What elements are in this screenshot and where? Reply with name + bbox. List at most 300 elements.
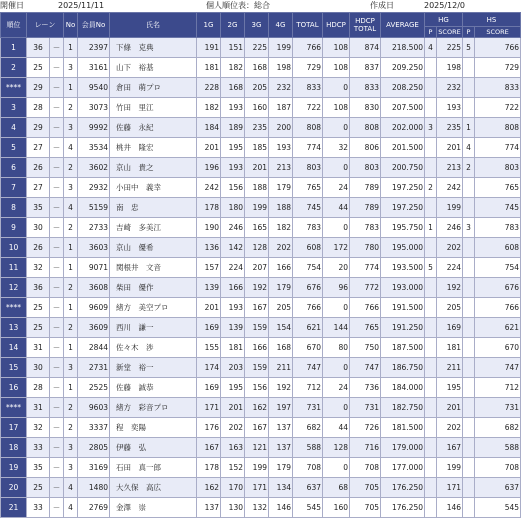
cell-rank: **** bbox=[1, 398, 27, 418]
cell-average: 202.000 bbox=[381, 118, 425, 138]
cell-game-4: 137 bbox=[269, 438, 293, 458]
cell-lane: 27 bbox=[27, 178, 50, 198]
cell-hdcp-total: 789 bbox=[350, 198, 381, 218]
cell-no: 2 bbox=[64, 398, 78, 418]
cell-rank: 14 bbox=[1, 338, 27, 358]
table-row bbox=[1, 418, 521, 438]
cell-hdcp: 128 bbox=[323, 438, 350, 458]
cell-member-no: 2397 bbox=[78, 38, 110, 58]
cell-game-3: 199 bbox=[245, 198, 269, 218]
cell-hdcp: 0 bbox=[323, 158, 350, 178]
cell-hdcp: 24 bbox=[323, 378, 350, 398]
cell-rank: 9 bbox=[1, 218, 27, 238]
cell-member-no: 3169 bbox=[78, 458, 110, 478]
cell-average: 197.250 bbox=[381, 198, 425, 218]
cell-game-1: 176 bbox=[197, 418, 221, 438]
cell-rank: 10 bbox=[1, 238, 27, 258]
cell-game-3: 165 bbox=[245, 218, 269, 238]
cell-no: 1 bbox=[64, 78, 78, 98]
col-no: No bbox=[64, 13, 78, 38]
cell-hs-place: 4 bbox=[463, 138, 475, 158]
cell-total: 808 bbox=[293, 118, 323, 138]
cell-hdcp: 144 bbox=[323, 318, 350, 338]
cell-name: 京山 貴之 bbox=[110, 158, 197, 178]
cell-hs-score: 676 bbox=[475, 278, 521, 298]
cell-total: 722 bbox=[293, 98, 323, 118]
cell-hs-place bbox=[463, 58, 475, 78]
cell-member-no: 3073 bbox=[78, 98, 110, 118]
cell-game-1: 139 bbox=[197, 278, 221, 298]
cell-name: 小田中 義幸 bbox=[110, 178, 197, 198]
cell-rank: 5 bbox=[1, 138, 27, 158]
cell-hg-score: 242 bbox=[437, 178, 463, 198]
cell-average: 197.250 bbox=[381, 178, 425, 198]
cell-hg-place bbox=[425, 238, 437, 258]
cell-lane: 30 bbox=[27, 218, 50, 238]
cell-game-1: 178 bbox=[197, 458, 221, 478]
cell-total: 803 bbox=[293, 158, 323, 178]
cell-no: 1 bbox=[64, 378, 78, 398]
cell-hg-place bbox=[425, 158, 437, 178]
cell-hs-score: 745 bbox=[475, 198, 521, 218]
cell-hdcp-total: 808 bbox=[350, 118, 381, 138]
cell-hdcp: 0 bbox=[323, 118, 350, 138]
cell-rank: 8 bbox=[1, 198, 27, 218]
cell-average: 193.500 bbox=[381, 258, 425, 278]
cell-game-2: 224 bbox=[221, 258, 245, 278]
cell-hs-score: 766 bbox=[475, 38, 521, 58]
table-row bbox=[1, 398, 521, 418]
cell-hg-place: 1 bbox=[425, 218, 437, 238]
cell-game-1: 242 bbox=[197, 178, 221, 198]
cell-game-3: 168 bbox=[245, 58, 269, 78]
cell-hg-place: 5 bbox=[425, 258, 437, 278]
cell-game-2: 189 bbox=[221, 118, 245, 138]
col-hg-place: P bbox=[425, 27, 437, 38]
col-game-4: 4G bbox=[269, 13, 293, 38]
cell-game-1: 181 bbox=[197, 58, 221, 78]
cell-member-no: 3608 bbox=[78, 278, 110, 298]
cell-hdcp-total: 837 bbox=[350, 58, 381, 78]
cell-no: 3 bbox=[64, 118, 78, 138]
cell-no: 1 bbox=[64, 338, 78, 358]
event-date-label: 開催日 bbox=[0, 1, 24, 10]
table-row bbox=[1, 478, 521, 498]
cell-name: 竹田 里江 bbox=[110, 98, 197, 118]
cell-hg-score: 224 bbox=[437, 258, 463, 278]
cell-hs-score: 729 bbox=[475, 58, 521, 78]
cell-rank: 12 bbox=[1, 278, 27, 298]
table-body bbox=[1, 38, 521, 518]
cell-hdcp-total: 772 bbox=[350, 278, 381, 298]
cell-total: 670 bbox=[293, 338, 323, 358]
cell-average: 176.250 bbox=[381, 498, 425, 518]
cell-lane: 25 bbox=[27, 478, 50, 498]
cell-lane-separator: － bbox=[50, 198, 64, 218]
cell-game-3: 205 bbox=[245, 78, 269, 98]
cell-total: 545 bbox=[293, 498, 323, 518]
cell-game-2: 168 bbox=[221, 78, 245, 98]
cell-lane: 25 bbox=[27, 298, 50, 318]
cell-game-3: 171 bbox=[245, 478, 269, 498]
cell-game-4: 202 bbox=[269, 238, 293, 258]
cell-hg-score: 169 bbox=[437, 318, 463, 338]
cell-hg-place bbox=[425, 58, 437, 78]
cell-member-no: 9609 bbox=[78, 298, 110, 318]
cell-game-2: 203 bbox=[221, 358, 245, 378]
cell-average: 176.250 bbox=[381, 478, 425, 498]
cell-hdcp: 32 bbox=[323, 138, 350, 158]
cell-lane-separator: － bbox=[50, 98, 64, 118]
cell-no: 3 bbox=[64, 358, 78, 378]
cell-hg-place bbox=[425, 298, 437, 318]
cell-game-1: 155 bbox=[197, 338, 221, 358]
cell-average: 181.500 bbox=[381, 418, 425, 438]
cell-member-no: 3603 bbox=[78, 238, 110, 258]
cell-rank: 1 bbox=[1, 38, 27, 58]
cell-no: 1 bbox=[64, 258, 78, 278]
cell-lane-separator: － bbox=[50, 158, 64, 178]
cell-game-2: 180 bbox=[221, 198, 245, 218]
cell-average: 208.250 bbox=[381, 78, 425, 98]
cell-hg-place bbox=[425, 98, 437, 118]
cell-no: 4 bbox=[64, 198, 78, 218]
cell-member-no: 9603 bbox=[78, 398, 110, 418]
cell-game-1: 169 bbox=[197, 378, 221, 398]
table-row bbox=[1, 58, 521, 78]
cell-game-2: 163 bbox=[221, 438, 245, 458]
cell-game-4: 211 bbox=[269, 358, 293, 378]
table-row bbox=[1, 458, 521, 478]
cell-hs-place bbox=[463, 78, 475, 98]
table-row bbox=[1, 278, 521, 298]
cell-lane-separator: － bbox=[50, 398, 64, 418]
cell-member-no: 2733 bbox=[78, 218, 110, 238]
cell-hs-place bbox=[463, 318, 475, 338]
cell-name: 下條 克典 bbox=[110, 38, 197, 58]
cell-hdcp-total: 833 bbox=[350, 78, 381, 98]
cell-name: 南 忠 bbox=[110, 198, 197, 218]
table-row bbox=[1, 218, 521, 238]
cell-member-no: 9540 bbox=[78, 78, 110, 98]
cell-hdcp-total: 766 bbox=[350, 298, 381, 318]
cell-hs-score: 808 bbox=[475, 118, 521, 138]
cell-hg-score: 202 bbox=[437, 238, 463, 258]
cell-hs-score: 783 bbox=[475, 218, 521, 238]
cell-hdcp-total: 783 bbox=[350, 218, 381, 238]
cell-hs-score: 731 bbox=[475, 398, 521, 418]
cell-game-2: 246 bbox=[221, 218, 245, 238]
cell-name: 石田 真一郎 bbox=[110, 458, 197, 478]
cell-game-1: 162 bbox=[197, 478, 221, 498]
cell-rank: 16 bbox=[1, 378, 27, 398]
cell-lane: 32 bbox=[27, 418, 50, 438]
cell-hdcp-total: 726 bbox=[350, 418, 381, 438]
cell-hdcp-total: 705 bbox=[350, 498, 381, 518]
cell-game-1: 228 bbox=[197, 78, 221, 98]
cell-hs-score: 682 bbox=[475, 418, 521, 438]
cell-rank: 3 bbox=[1, 98, 27, 118]
cell-hg-score: 246 bbox=[437, 218, 463, 238]
event-date-value: 2025/11/11 bbox=[58, 1, 105, 10]
cell-game-3: 225 bbox=[245, 38, 269, 58]
cell-game-2: 202 bbox=[221, 418, 245, 438]
cell-total: 621 bbox=[293, 318, 323, 338]
cell-lane-separator: － bbox=[50, 78, 64, 98]
cell-lane: 26 bbox=[27, 158, 50, 178]
cell-name: 西川 謙一 bbox=[110, 318, 197, 338]
cell-game-2: 142 bbox=[221, 238, 245, 258]
cell-game-3: 159 bbox=[245, 318, 269, 338]
cell-average: 179.000 bbox=[381, 438, 425, 458]
cell-hdcp: 0 bbox=[323, 298, 350, 318]
cell-hdcp: 160 bbox=[323, 498, 350, 518]
cell-hg-place bbox=[425, 138, 437, 158]
cell-game-4: 182 bbox=[269, 218, 293, 238]
cell-average: 177.000 bbox=[381, 458, 425, 478]
cell-no: 3 bbox=[64, 458, 78, 478]
cell-total: 608 bbox=[293, 238, 323, 258]
cell-hdcp: 80 bbox=[323, 338, 350, 358]
cell-hs-score: 712 bbox=[475, 378, 521, 398]
cell-member-no: 3337 bbox=[78, 418, 110, 438]
cell-hdcp: 24 bbox=[323, 178, 350, 198]
cell-total: 765 bbox=[293, 178, 323, 198]
cell-game-4: 179 bbox=[269, 278, 293, 298]
cell-game-1: 182 bbox=[197, 98, 221, 118]
table-header bbox=[1, 13, 521, 38]
cell-game-4: 168 bbox=[269, 338, 293, 358]
cell-member-no: 9071 bbox=[78, 258, 110, 278]
cell-name: 緒方 美空プロ bbox=[110, 298, 197, 318]
col-hg-score: SCORE bbox=[438, 28, 461, 36]
cell-hs-place: 1 bbox=[463, 118, 475, 138]
cell-hg-score: 167 bbox=[437, 438, 463, 458]
col-lane: レーン bbox=[27, 13, 64, 38]
cell-game-2: 182 bbox=[221, 58, 245, 78]
cell-average: 182.750 bbox=[381, 398, 425, 418]
cell-hs-place: 2 bbox=[463, 158, 475, 178]
cell-game-3: 121 bbox=[245, 438, 269, 458]
created-date-label: 作成日 bbox=[370, 1, 394, 10]
col-hg: HG bbox=[425, 13, 463, 27]
cell-game-4: 197 bbox=[269, 398, 293, 418]
cell-game-4: 198 bbox=[269, 58, 293, 78]
cell-game-1: 174 bbox=[197, 358, 221, 378]
cell-hs-place bbox=[463, 478, 475, 498]
cell-hg-score: 211 bbox=[437, 358, 463, 378]
cell-rank: 20 bbox=[1, 478, 27, 498]
cell-average: 218.500 bbox=[381, 38, 425, 58]
cell-hdcp-total: 774 bbox=[350, 258, 381, 278]
cell-average: 195.750 bbox=[381, 218, 425, 238]
cell-hg-place bbox=[425, 378, 437, 398]
cell-rank: 21 bbox=[1, 498, 27, 518]
cell-game-4: 134 bbox=[269, 478, 293, 498]
cell-hs-place bbox=[463, 198, 475, 218]
cell-lane: 35 bbox=[27, 458, 50, 478]
cell-hg-score: 205 bbox=[437, 298, 463, 318]
cell-hdcp-total: 716 bbox=[350, 438, 381, 458]
cell-total: 833 bbox=[293, 78, 323, 98]
cell-hdcp: 108 bbox=[323, 58, 350, 78]
cell-game-2: 152 bbox=[221, 458, 245, 478]
cell-lane-separator: － bbox=[50, 238, 64, 258]
ranking-table bbox=[0, 12, 521, 518]
cell-lane-separator: － bbox=[50, 38, 64, 58]
col-average: AVERAGE bbox=[381, 13, 425, 38]
cell-game-3: 128 bbox=[245, 238, 269, 258]
cell-no: 4 bbox=[64, 138, 78, 158]
table-row bbox=[1, 98, 521, 118]
cell-hg-score: 225 bbox=[437, 38, 463, 58]
cell-lane-separator: － bbox=[50, 278, 64, 298]
cell-average: 186.750 bbox=[381, 358, 425, 378]
cell-hg-score: 199 bbox=[437, 198, 463, 218]
cell-hs-score: 747 bbox=[475, 358, 521, 378]
table-row bbox=[1, 178, 521, 198]
cell-total: 745 bbox=[293, 198, 323, 218]
cell-hdcp-total: 830 bbox=[350, 98, 381, 118]
cell-game-2: 166 bbox=[221, 278, 245, 298]
cell-game-2: 193 bbox=[221, 98, 245, 118]
cell-game-2: 193 bbox=[221, 158, 245, 178]
cell-game-4: 187 bbox=[269, 98, 293, 118]
cell-no: 2 bbox=[64, 418, 78, 438]
cell-lane-separator: － bbox=[50, 418, 64, 438]
cell-hdcp-total: 874 bbox=[350, 38, 381, 58]
cell-lane-separator: － bbox=[50, 338, 64, 358]
cell-hdcp: 108 bbox=[323, 98, 350, 118]
cell-game-2: 201 bbox=[221, 398, 245, 418]
cell-game-4: 179 bbox=[269, 178, 293, 198]
col-total: TOTAL bbox=[293, 13, 323, 38]
cell-lane-separator: － bbox=[50, 458, 64, 478]
cell-total: 682 bbox=[293, 418, 323, 438]
table-row bbox=[1, 138, 521, 158]
cell-game-4: 188 bbox=[269, 198, 293, 218]
cell-hg-score: 199 bbox=[437, 458, 463, 478]
cell-name: 吉崎 多美江 bbox=[110, 218, 197, 238]
cell-hdcp: 44 bbox=[323, 198, 350, 218]
cell-lane-separator: － bbox=[50, 318, 64, 338]
cell-hg-place: 3 bbox=[425, 118, 437, 138]
col-rank: 順位 bbox=[1, 13, 27, 38]
cell-rank: 17 bbox=[1, 418, 27, 438]
cell-lane: 29 bbox=[27, 118, 50, 138]
table-row bbox=[1, 78, 521, 98]
cell-game-4: 179 bbox=[269, 458, 293, 478]
cell-total: 747 bbox=[293, 358, 323, 378]
cell-hg-place bbox=[425, 418, 437, 438]
cell-lane: 25 bbox=[27, 58, 50, 78]
cell-name: 緒方 彩音プロ bbox=[110, 398, 197, 418]
cell-rank: 19 bbox=[1, 458, 27, 478]
cell-lane-separator: － bbox=[50, 258, 64, 278]
cell-hs-score: 765 bbox=[475, 178, 521, 198]
cell-no: 2 bbox=[64, 98, 78, 118]
cell-hg-score: 201 bbox=[437, 398, 463, 418]
cell-no: 3 bbox=[64, 438, 78, 458]
cell-game-1: 137 bbox=[197, 498, 221, 518]
cell-total: 712 bbox=[293, 378, 323, 398]
cell-average: 193.000 bbox=[381, 278, 425, 298]
cell-hs-place bbox=[463, 378, 475, 398]
cell-lane-separator: － bbox=[50, 298, 64, 318]
cell-name: 佐藤 永紀 bbox=[110, 118, 197, 138]
cell-hs-score: 833 bbox=[475, 78, 521, 98]
cell-rank: 18 bbox=[1, 438, 27, 458]
cell-game-4: 232 bbox=[269, 78, 293, 98]
cell-average: 184.000 bbox=[381, 378, 425, 398]
cell-hg-score: 232 bbox=[437, 78, 463, 98]
cell-hg-place bbox=[425, 358, 437, 378]
cell-average: 191.250 bbox=[381, 318, 425, 338]
cell-game-2: 195 bbox=[221, 378, 245, 398]
cell-hs-place bbox=[463, 458, 475, 478]
cell-game-2: 139 bbox=[221, 318, 245, 338]
table-row bbox=[1, 158, 521, 178]
cell-hg-score: 235 bbox=[437, 118, 463, 138]
cell-lane-separator: － bbox=[50, 138, 64, 158]
cell-game-1: 191 bbox=[197, 38, 221, 58]
cell-hs-score: 766 bbox=[475, 298, 521, 318]
cell-game-2: 193 bbox=[221, 298, 245, 318]
table-row bbox=[1, 438, 521, 458]
cell-hs-score: 545 bbox=[475, 498, 521, 518]
cell-hg-place bbox=[425, 458, 437, 478]
table-row bbox=[1, 38, 521, 58]
cell-average: 207.500 bbox=[381, 98, 425, 118]
cell-hdcp-total: 789 bbox=[350, 178, 381, 198]
report-header bbox=[0, 0, 500, 12]
cell-member-no: 2844 bbox=[78, 338, 110, 358]
cell-total: 766 bbox=[293, 298, 323, 318]
cell-game-2: 181 bbox=[221, 338, 245, 358]
cell-game-1: 196 bbox=[197, 158, 221, 178]
cell-hg-place bbox=[425, 318, 437, 338]
cell-game-2: 151 bbox=[221, 38, 245, 58]
cell-hg-score: 193 bbox=[437, 98, 463, 118]
cell-game-2: 195 bbox=[221, 138, 245, 158]
cell-game-3: 185 bbox=[245, 138, 269, 158]
cell-hs-place bbox=[463, 178, 475, 198]
cell-game-3: 162 bbox=[245, 398, 269, 418]
cell-total: 783 bbox=[293, 218, 323, 238]
cell-name: 桃井 隆宏 bbox=[110, 138, 197, 158]
col-name: 氏名 bbox=[110, 13, 197, 38]
cell-hs-place bbox=[463, 238, 475, 258]
cell-total: 731 bbox=[293, 398, 323, 418]
cell-member-no: 3602 bbox=[78, 158, 110, 178]
col-hs: HS bbox=[463, 13, 521, 27]
cell-hdcp: 0 bbox=[323, 398, 350, 418]
cell-game-1: 190 bbox=[197, 218, 221, 238]
cell-no: 4 bbox=[64, 478, 78, 498]
cell-game-4: 154 bbox=[269, 318, 293, 338]
cell-lane-separator: － bbox=[50, 358, 64, 378]
cell-lane: 25 bbox=[27, 318, 50, 338]
table-row bbox=[1, 118, 521, 138]
cell-lane-separator: － bbox=[50, 218, 64, 238]
cell-hdcp-total: 750 bbox=[350, 338, 381, 358]
cell-game-4: 200 bbox=[269, 118, 293, 138]
cell-hs-place bbox=[463, 98, 475, 118]
cell-hs-score: 637 bbox=[475, 478, 521, 498]
cell-no: 2 bbox=[64, 218, 78, 238]
cell-total: 754 bbox=[293, 258, 323, 278]
cell-lane: 32 bbox=[27, 258, 50, 278]
